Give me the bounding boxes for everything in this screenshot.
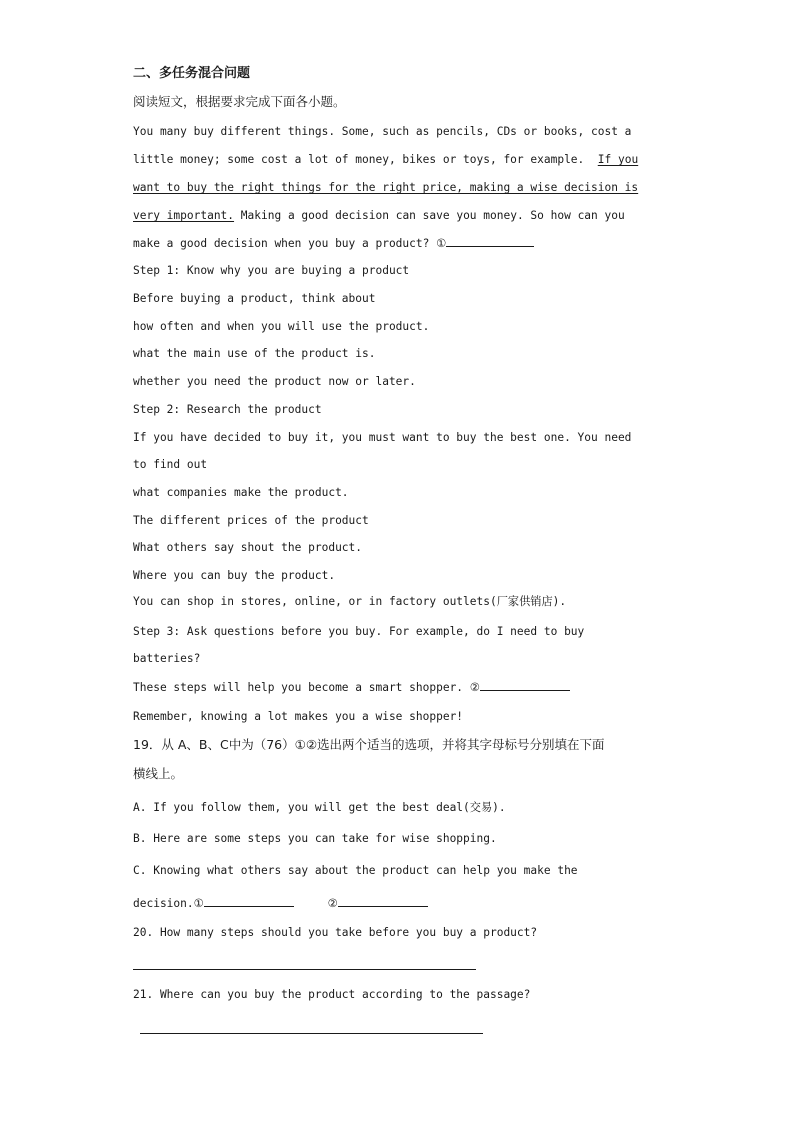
option-c-line-2-text: decision. [133, 897, 194, 910]
passage-line-4 [133, 208, 673, 224]
passage-line-1: You many buy different things. Some, such as pencils, CDs or books, cost a [133, 125, 632, 138]
instruction: 阅读短文，根据要求完成下面各小题。 [133, 94, 346, 109]
blank-2-line [480, 679, 570, 691]
question-20: 20. How many steps should you take before you buy a product? [133, 926, 538, 939]
answer-21-line[interactable] [140, 1033, 483, 1034]
option-c-line-1: C. Knowing what others say about the product can help you make the [133, 864, 578, 877]
passage-line-2 [133, 152, 673, 168]
step-1-line-c: what the main use of the product is. [133, 347, 376, 360]
underlined-sentence-middle: want to buy the right things for the right price, making a wise decision is [133, 181, 639, 194]
passage-line-5 [133, 235, 673, 252]
step-2-line-g: You can shop in stores, online, or in factory outlets(厂家供销店). [133, 595, 567, 608]
question-19-line-2: 横线上。 [133, 766, 184, 781]
passage-line-5-text: make a good decision when you buy a product? [133, 237, 430, 250]
step-1-line-a: Before buying a product, think about [133, 292, 376, 305]
step-2-line-b: to find out [133, 458, 208, 471]
step-1-title: Step 1: Know why you are buying a product [133, 264, 410, 277]
option-b: B. Here are some steps you can take for wise shopping. [133, 832, 497, 845]
section-title: 二、多任务混合问题 [133, 66, 251, 81]
step-1-line-d: whether you need the product now or later. [133, 375, 416, 388]
question-21: 21. Where can you buy the product according to the passage? [133, 988, 531, 1001]
step-2-title: Step 2: Research the product [133, 403, 322, 416]
option-a: A. If you follow them, you will get the best deal(交易). [133, 801, 506, 814]
step-3-line-d: Remember, knowing a lot makes you a wise shopper! [133, 710, 464, 723]
option-c-line-2 [133, 895, 673, 912]
answer-2-marker: ② [327, 897, 338, 910]
step-1-line-b: how often and when you will use the product. [133, 320, 430, 333]
answer-1-field[interactable] [204, 895, 294, 907]
step-2-line-e: What others say shout the product. [133, 541, 363, 554]
step-3-line-c-text: These steps will help you become a smart shopper. [133, 681, 464, 694]
step-3-line-c [133, 679, 673, 696]
step-2-line-d: The different prices of the product [133, 514, 369, 527]
blank-1-line [446, 235, 534, 247]
question-19-line-1: 19．从 A、B、C中为（76）①②选出两个适当的选项，并将其字母标号分别填在下面 [133, 737, 605, 752]
answer-1-marker: ① [193, 897, 204, 910]
answer-20-line[interactable] [133, 969, 476, 970]
passage-line-2-text: little money; some cost a lot of money, bikes or toys, for example. [133, 153, 585, 166]
underlined-sentence-start: If you [597, 153, 639, 166]
step-2-line-c: what companies make the product. [133, 486, 349, 499]
step-2-line-f: Where you can buy the product. [133, 569, 336, 582]
passage-line-4-text: Making a good decision can save you money. So how can you [240, 209, 625, 222]
step-2-line-a: If you have decided to buy it, you must want to buy the best one. You need [133, 431, 632, 444]
answer-2-field[interactable] [338, 895, 428, 907]
blank-2-marker: ② [469, 681, 480, 694]
step-3-line-b: batteries? [133, 652, 201, 665]
underlined-sentence-end: very important. [133, 209, 235, 222]
step-3-line-a: Step 3: Ask questions before you buy. For example, do I need to buy [133, 625, 585, 638]
blank-1-marker: ① [436, 237, 447, 250]
